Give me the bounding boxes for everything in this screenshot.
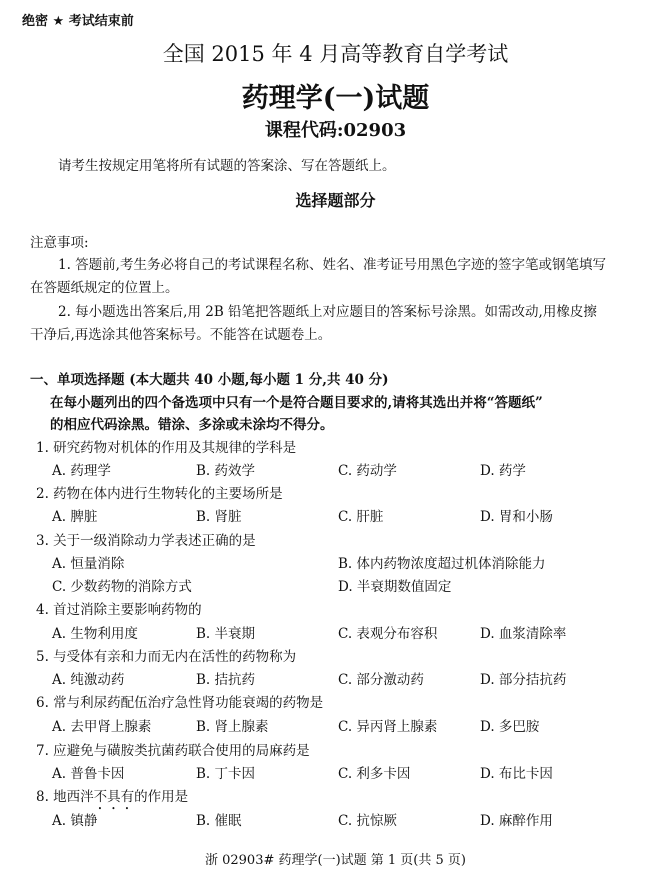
question-1-option-c: C. 药动学 xyxy=(338,463,397,479)
question-6-stem: 6. 常与利尿药配伍治疗急性肾功能衰竭的药物是 xyxy=(36,695,324,711)
question-3-stem: 3. 关于一级消除动力学表述正确的是 xyxy=(36,533,256,549)
question-5-option-d: D. 部分拮抗药 xyxy=(480,672,567,688)
note-2-line-1: 2. 每小题选出答案后,用 2B 铅笔把答题纸上对应题目的答案标号涂黑。如需改动,用橡皮擦 xyxy=(58,304,597,320)
question-6-option-a: A. 去甲肾上腺素 xyxy=(52,719,152,735)
question-8-stem-emphasis: 不具有 xyxy=(93,789,135,805)
question-7-option-b: B. 丁卡因 xyxy=(196,766,256,782)
question-2-option-d: D. 胃和小肠 xyxy=(480,509,553,525)
question-5-stem: 5. 与受体有亲和力而无内在活性的药物称为 xyxy=(36,649,297,665)
question-7-option-a: A. 普鲁卡因 xyxy=(52,766,125,782)
part1-desc-line-2: 的相应代码涂黑。错涂、多涂或未涂均不得分。 xyxy=(50,417,334,433)
question-7-stem: 7. 应避免与磺胺类抗菌药联合使用的局麻药是 xyxy=(36,743,310,759)
question-8-option-a: A. 镇静 xyxy=(52,813,98,829)
exam-title: 全国 2015 年 4 月高等教育自学考试 xyxy=(162,42,509,66)
question-4-option-a: A. 生物利用度 xyxy=(52,626,138,642)
question-5-option-b: B. 拮抗药 xyxy=(196,672,256,688)
question-7-option-c: C. 利多卡因 xyxy=(338,766,411,782)
question-8-option-b: B. 催眠 xyxy=(196,813,242,829)
instruction: 请考生按规定用笔将所有试题的答案涂、写在答题纸上。 xyxy=(58,158,396,174)
question-3-option-a: A. 恒量消除 xyxy=(52,556,125,572)
question-8-stem-a: 8. 地西泮 xyxy=(36,789,94,805)
question-4-option-b: B. 半衰期 xyxy=(196,626,256,642)
question-1-stem: 1. 研究药物对机体的作用及其规律的学科是 xyxy=(36,440,297,456)
part1-desc-line-1: 在每小题列出的四个备选项中只有一个是符合题目要求的,请将其选出并将“答题纸” xyxy=(50,395,543,411)
question-3-option-b: B. 体内药物浓度超过机体消除能力 xyxy=(338,556,546,572)
question-8-option-d: D. 麻醉作用 xyxy=(480,813,553,829)
notes-heading: 注意事项: xyxy=(30,235,89,251)
question-2-option-b: B. 肾脏 xyxy=(196,509,242,525)
question-1-option-b: B. 药效学 xyxy=(196,463,256,479)
question-3-option-c: C. 少数药物的消除方式 xyxy=(52,579,192,595)
question-2-option-a: A. 脾脏 xyxy=(52,509,98,525)
note-1-line-2: 在答题纸规定的位置上。 xyxy=(30,280,179,296)
question-1-option-d: D. 药学 xyxy=(480,463,526,479)
question-4-stem: 4. 首过消除主要影响药物的 xyxy=(36,602,202,618)
question-3-option-d: D. 半衰期数值固定 xyxy=(338,579,452,595)
question-4-option-c: C. 表观分布容积 xyxy=(338,626,438,642)
question-7-option-d: D. 布比卡因 xyxy=(480,766,553,782)
question-5-option-c: C. 部分激动药 xyxy=(338,672,424,688)
question-6-option-d: D. 多巴胺 xyxy=(480,719,540,735)
secret-mark: 绝密 ★ 考试结束前 xyxy=(22,14,134,29)
question-8-option-c: C. 抗惊厥 xyxy=(338,813,397,829)
note-2-line-2: 干净后,再选涂其他答案标号。不能答在试题卷上。 xyxy=(30,327,332,343)
question-5-option-a: A. 纯激动药 xyxy=(52,672,125,688)
question-8-stem-c: 的作用是 xyxy=(134,789,189,805)
course-code: 课程代码:02903 xyxy=(264,120,407,141)
section-title: 选择题部分 xyxy=(295,191,376,210)
question-6-option-c: C. 异丙肾上腺素 xyxy=(338,719,438,735)
question-2-stem: 2. 药物在体内进行生物转化的主要场所是 xyxy=(36,486,283,502)
paper-title: 药理学(一)试题 xyxy=(241,83,430,114)
question-1-option-a: A. 药理学 xyxy=(52,463,111,479)
page-footer: 浙 02903# 药理学(一)试题 第 1 页(共 5 页) xyxy=(204,853,466,868)
part1-heading: 一、单项选择题 (本大题共 40 小题,每小题 1 分,共 40 分) xyxy=(30,372,389,388)
question-2-option-c: C. 肝脏 xyxy=(338,509,384,525)
question-4-option-d: D. 血浆清除率 xyxy=(480,626,567,642)
note-1-line-1: 1. 答题前,考生务必将自己的考试课程名称、姓名、准考证号用黑色字迹的签字笔或钢笔填写 xyxy=(58,257,606,273)
question-6-option-b: B. 肾上腺素 xyxy=(196,719,269,735)
